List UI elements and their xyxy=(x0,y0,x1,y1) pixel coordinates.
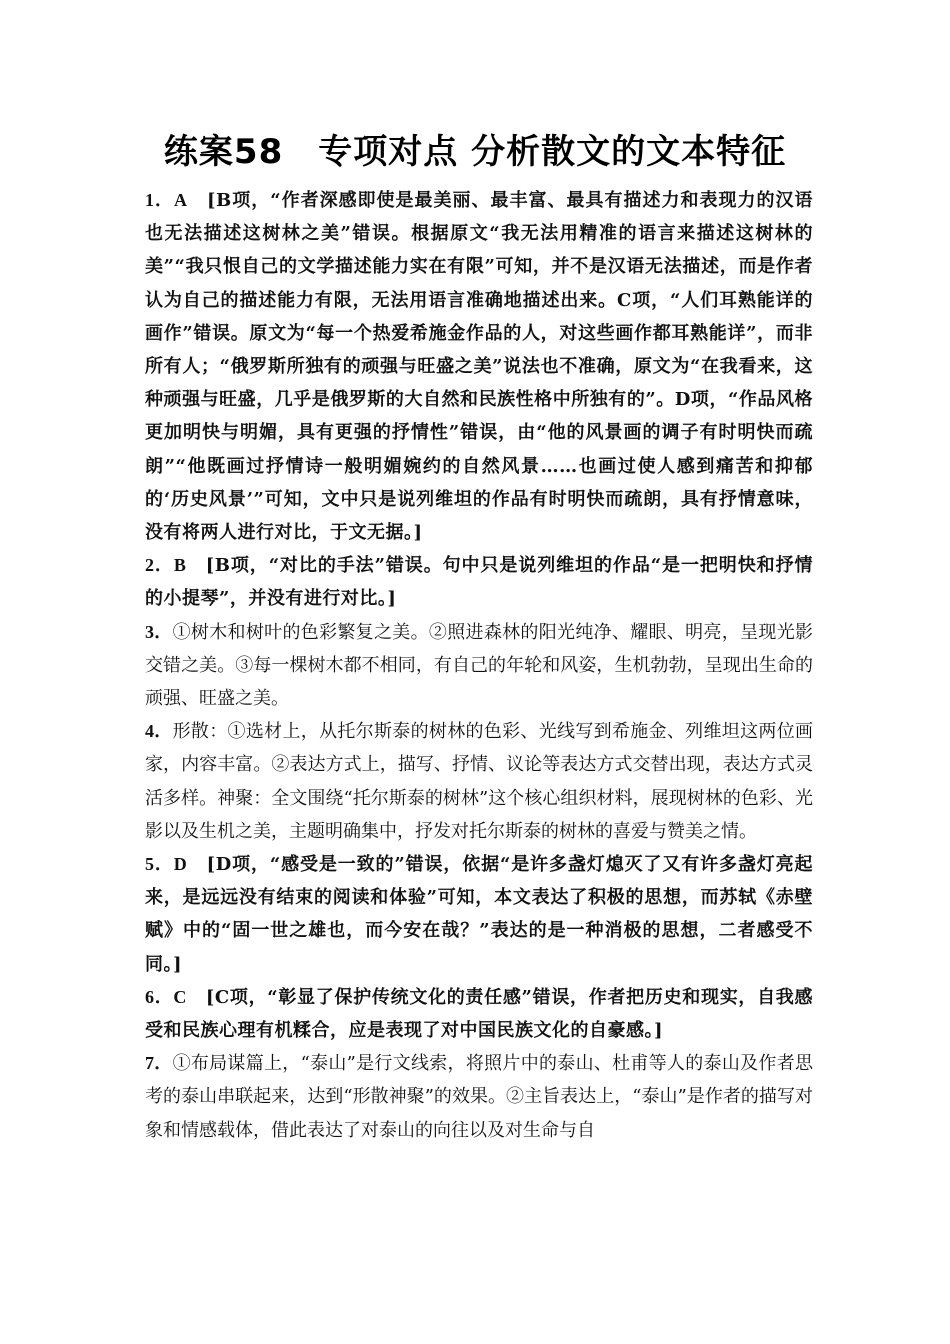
answer-number: 4． xyxy=(145,721,173,742)
answer-item-6 xyxy=(145,981,813,1047)
answer-number: 1．A xyxy=(145,190,188,210)
answer-text: [B项，“作者深感即使是最美丽、最丰富、最具有描述力和表现力的汉语也无法描述这树林之美”错误。根据原文“我无法用精准的语言来描述这树林的美”“我只恨自己的文学描述能力实在有限”可知，并不是汉语无法描述，而是作者认为自己的描述能力有限，无法用语言准确地描述出来。C项，“人们耳熟能详的画作”错误。原文为“每一个热爱希施金作品的人，对这些画作都耳熟能详”，而非所有人；“俄罗斯所独有的顽强与旺盛之美”说法也不准确，原文为“在我看来，这种顽强与旺盛，几乎是俄罗斯的大自然和民族性格中所独有的”。D项，“作品风格更加明快与明媚，具有更强的抒情性”错误，由“他的风景画的调子有时明快而疏朗”“他既画过抒情诗一般明媚婉约的自然风景……也画过使人感到痛苦和抑郁的‘历史风景’”可知，文中只是说列维坦的作品有时明快而疏朗，具有抒情意味，没有将两人进行对比，于文无据。] xyxy=(145,190,813,544)
answer-text: [D项，“感受是一致的”错误，依据“是许多盏灯熄灭了又有许多盏灯亮起来，是远远没有结束的阅读和体验”可知，本文表达了积极的思想，而苏轼《赤壁赋》中的“固一世之雄也，而今安在哉？”表达的是一种消极的思想，二者感受不同。] xyxy=(145,854,814,975)
answer-text: ①树木和树叶的色彩繁复之美。②照进森林的阳光纯净、耀眼、明亮，呈现光影交错之美。③每一棵树木都不相同，有自己的年轮和风姿，生机勃勃，呈现出生命的顽强、旺盛之美。 xyxy=(145,621,814,710)
answer-number: 3． xyxy=(145,621,173,642)
answer-list xyxy=(145,184,813,1147)
answer-item-1 xyxy=(145,184,813,549)
answer-number: 5．D xyxy=(145,854,188,875)
answer-number: 7． xyxy=(145,1053,173,1074)
answer-item-7 xyxy=(145,1047,813,1147)
page-title: 练案58 专项对点 分析散文的文本特征 xyxy=(163,132,787,172)
answer-text: ①布局谋篇上，“泰山”是行文线索，将照片中的泰山、杜甫等人的泰山及作者思考的泰山串联起来，达到“形散神聚”的效果。②主旨表达上，“泰山”是作者的描写对象和情感载体，借此表达了对泰山的向往以及对生命与自 xyxy=(145,1053,813,1141)
answer-number: 6．C xyxy=(145,986,187,1007)
answer-item-3 xyxy=(145,616,813,716)
answer-text: [B项，“对比的手法”错误。句中只是说列维坦的作品“是一把明快和抒情的小提琴”，并没有进行对比。] xyxy=(145,555,813,610)
answer-text: [C项，“彰显了保护传统文化的责任感”错误，作者把历史和现实，自我感受和民族心理有机糅合，应是表现了对中国民族文化的自豪感。] xyxy=(145,986,814,1042)
answer-item-2 xyxy=(145,549,813,615)
answer-text: 形散：①选材上，从托尔斯泰的树林的色彩、光线写到希施金、列维坦这两位画家，内容丰富。②表达方式上，描写、抒情、议论等表达方式交替出现，表达方式灵活多样。神聚：全文围绕“托尔斯泰的树林”这个核心组织材料，展现树林的色彩、光影以及生机之美，主题明确集中，抒发对托尔斯泰的树林的喜爱与赞美之情。 xyxy=(145,721,814,842)
answer-item-5 xyxy=(145,848,813,981)
answer-number: 2．B xyxy=(145,555,187,576)
answer-item-4 xyxy=(145,715,813,848)
